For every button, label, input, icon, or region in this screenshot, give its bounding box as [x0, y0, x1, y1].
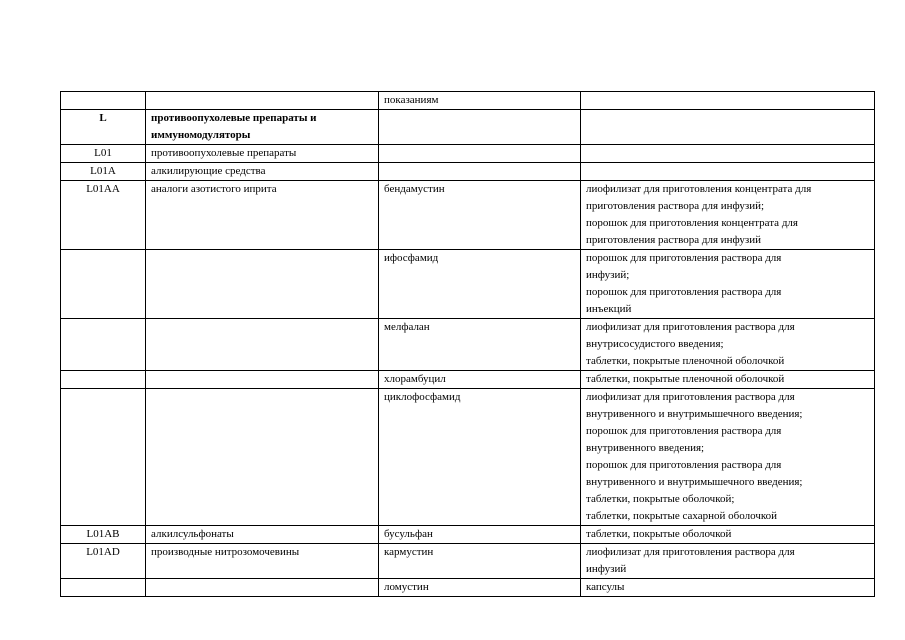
group-cell: [146, 163, 379, 181]
drug-name-cell: [379, 110, 581, 145]
table-row: [61, 544, 875, 579]
cell-line: инфузий;: [586, 269, 630, 281]
cell-line: таблетки, покрытые оболочкой;: [586, 493, 735, 505]
drug-name-cell: показаниям: [379, 92, 581, 110]
group-cell: [146, 92, 379, 110]
code-cell: [61, 579, 146, 597]
code-cell: L: [61, 110, 146, 145]
dosage-form-cell: [581, 92, 875, 110]
table-row: [61, 319, 875, 371]
group-cell: [146, 319, 379, 371]
drug-name-cell: бендамустин: [379, 181, 581, 250]
drug-name-cell: [379, 145, 581, 163]
table-row: [61, 389, 875, 526]
drug-name-cell: мелфалан: [379, 319, 581, 371]
cell-line: таблетки, покрытые пленочной оболочкой: [586, 355, 785, 367]
dosage-form-cell: [581, 319, 875, 371]
dosage-form-cell: [581, 544, 875, 579]
dosage-form-cell: [581, 145, 875, 163]
cell-line: приготовления раствора для инфузий;: [586, 200, 765, 212]
code-cell: [61, 389, 146, 526]
cell-line: таблетки, покрытые пленочной оболочкой: [586, 373, 785, 385]
cell-line: инфузий: [586, 563, 627, 575]
dosage-form-cell: [581, 579, 875, 597]
code-cell: [61, 371, 146, 389]
table-header-row: [61, 92, 875, 110]
cell-line: противоопухолевые препараты и: [151, 112, 317, 124]
cell-line: порошок для приготовления концентрата для: [586, 217, 798, 229]
table-row: [61, 250, 875, 319]
cell-line: алкилирующие средства: [151, 165, 266, 177]
group-cell: [146, 371, 379, 389]
cell-line: иммуномодуляторы: [151, 129, 251, 141]
group-cell: [146, 544, 379, 579]
group-cell: [146, 145, 379, 163]
group-cell: [146, 579, 379, 597]
drug-table-body: [61, 92, 875, 597]
cell-line: порошок для приготовления раствора для: [586, 252, 782, 264]
dosage-form-cell: [581, 526, 875, 544]
table-row: [61, 526, 875, 544]
cell-line: внутривенного и внутримышечного введения;: [586, 476, 803, 488]
dosage-form-cell: [581, 371, 875, 389]
code-cell: L01AD: [61, 544, 146, 579]
dosage-form-cell: [581, 389, 875, 526]
cell-line: таблетки, покрытые сахарной оболочкой: [586, 510, 778, 522]
cell-line: внутривенного введения;: [586, 442, 705, 454]
cell-line: порошок для приготовления раствора для: [586, 459, 782, 471]
table-row: [61, 145, 875, 163]
table-row: [61, 163, 875, 181]
table-row: [61, 371, 875, 389]
cell-line: лиофилизат для приготовления раствора для: [586, 546, 795, 558]
table-row: [61, 579, 875, 597]
cell-line: капсулы: [586, 581, 625, 593]
cell-line: лиофилизат для приготовления раствора для: [586, 391, 795, 403]
code-cell: [61, 92, 146, 110]
dosage-form-cell: [581, 110, 875, 145]
group-cell: [146, 110, 379, 145]
dosage-form-cell: [581, 163, 875, 181]
drug-name-cell: ифосфамид: [379, 250, 581, 319]
cell-line: таблетки, покрытые оболочкой: [586, 528, 732, 540]
cell-line: лиофилизат для приготовления концентрата для: [586, 183, 812, 195]
cell-line: внутривенного и внутримышечного введения;: [586, 408, 803, 420]
cell-line: инъекций: [586, 303, 632, 315]
cell-line: порошок для приготовления раствора для: [586, 286, 782, 298]
code-cell: [61, 250, 146, 319]
code-cell: L01A: [61, 163, 146, 181]
table-row: [61, 110, 875, 145]
drug-name-cell: кармустин: [379, 544, 581, 579]
cell-line: приготовления раствора для инфузий: [586, 234, 761, 246]
code-cell: L01AB: [61, 526, 146, 544]
table-row: [61, 181, 875, 250]
drug-name-cell: хлорамбуцил: [379, 371, 581, 389]
drug-name-cell: бусульфан: [379, 526, 581, 544]
cell-line: аналоги азотистого иприта: [151, 183, 277, 195]
drug-name-cell: ломустин: [379, 579, 581, 597]
drug-table: [60, 91, 875, 597]
dosage-form-cell: [581, 181, 875, 250]
cell-line: противоопухолевые препараты: [151, 147, 297, 159]
group-cell: [146, 181, 379, 250]
group-cell: [146, 250, 379, 319]
code-cell: L01AA: [61, 181, 146, 250]
code-cell: L01: [61, 145, 146, 163]
cell-line: алкилсульфонаты: [151, 528, 234, 540]
cell-line: внутрисосудистого введения;: [586, 338, 724, 350]
drug-name-cell: циклофосфамид: [379, 389, 581, 526]
cell-line: лиофилизат для приготовления раствора для: [586, 321, 795, 333]
drug-name-cell: [379, 163, 581, 181]
cell-line: производные нитрозомочевины: [151, 546, 300, 558]
group-cell: [146, 389, 379, 526]
cell-line: порошок для приготовления раствора для: [586, 425, 782, 437]
dosage-form-cell: [581, 250, 875, 319]
code-cell: [61, 319, 146, 371]
group-cell: [146, 526, 379, 544]
